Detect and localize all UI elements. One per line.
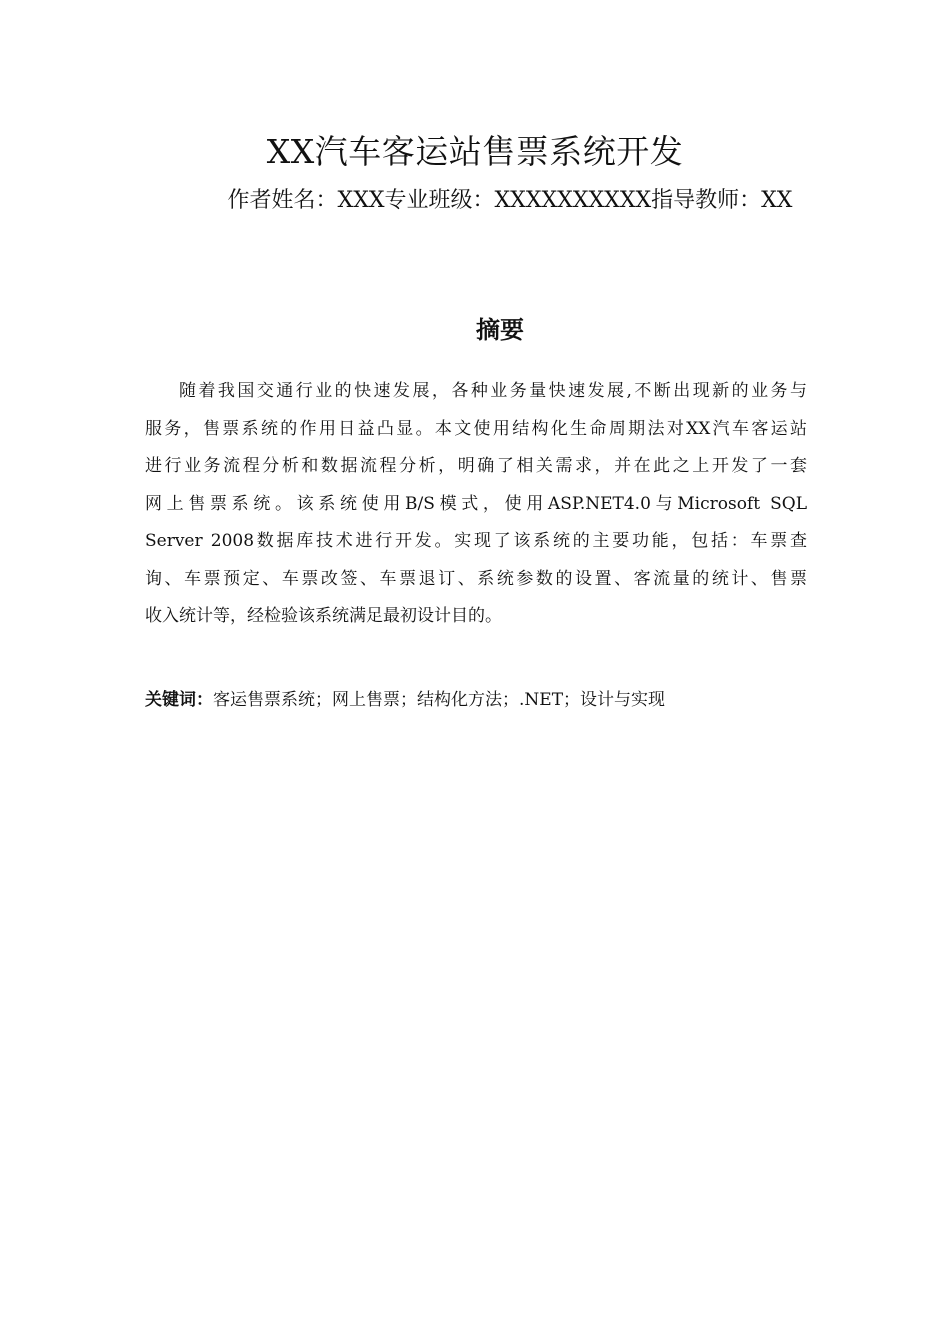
abstract-line: 收入统计等，经检验该系统满足最初设计目的。 bbox=[145, 606, 502, 626]
author-info-line: 作者姓名：XXX专业班级：XXXXXXXXXX指导教师：XX bbox=[227, 188, 793, 213]
keywords-value: 客运售票系统；网上售票；结构化方法；.NET；设计与实现 bbox=[213, 690, 666, 710]
keywords-line bbox=[145, 684, 665, 716]
abstract-line: 询、车票预定、车票改签、车票退订、系统参数的设置、客流量的统计、售票 bbox=[145, 568, 807, 589]
keywords-label: 关键词： bbox=[145, 690, 213, 710]
abstract-line: 服务，售票系统的作用日益凸显。本文使用结构化生命周期法对XX汽车客运站 bbox=[145, 418, 807, 439]
abstract-line: 网上售票系统。该系统使用B/S模式，使用ASP.NET4.0与Microsoft SQL bbox=[145, 493, 807, 514]
document-title: XX汽车客运站售票系统开发 bbox=[266, 132, 684, 171]
abstract-body bbox=[145, 373, 807, 636]
abstract-line: 进行业务流程分析和数据流程分析，明确了相关需求，并在此之上开发了一套 bbox=[145, 456, 807, 476]
abstract-line: 随着我国交通行业的快速发展，各种业务量快速发展,不断出现新的业务与 bbox=[179, 381, 807, 401]
abstract-heading: 摘要 bbox=[476, 316, 524, 344]
abstract-line: Server 2008数据库技术进行开发。实现了该系统的主要功能，包括：车票查 bbox=[145, 531, 807, 551]
